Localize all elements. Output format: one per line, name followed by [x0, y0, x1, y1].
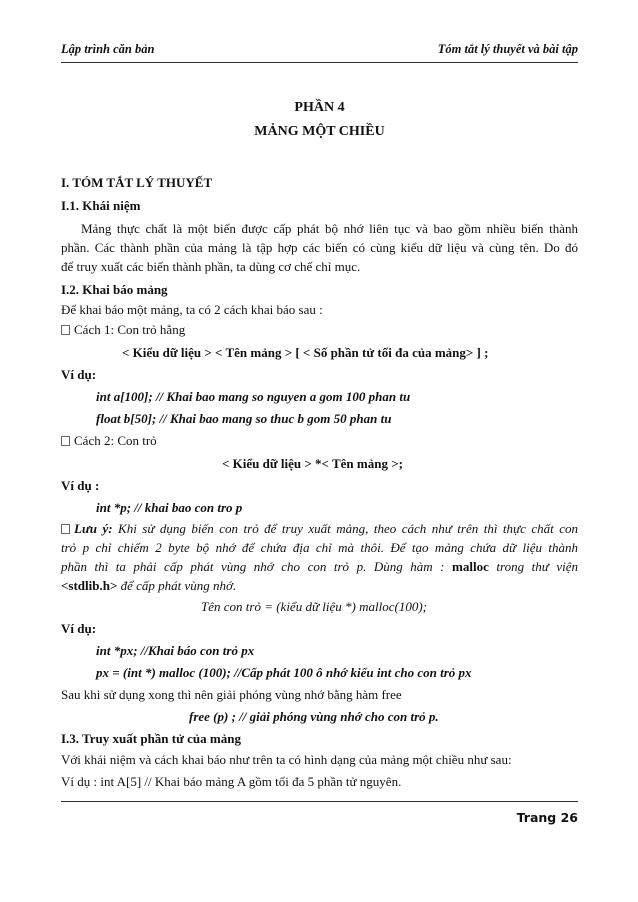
example-label-2: Ví dụ : — [61, 478, 100, 493]
chapter-title: MẢNG MỘT CHIỀU — [254, 124, 385, 139]
subsection-heading-concept: I.1. Khái niệm — [61, 198, 141, 213]
example-code-declare-px: int *px; //Khai báo con trỏ px — [96, 643, 255, 658]
concept-line-2: phần. Các thành phần của mảng là tập hợp các biến có cùng kiểu dữ liệu và cùng tên. Do đó — [61, 240, 578, 255]
access-line-2: Ví dụ : int A[5] // Khai báo mảng A gồm tối đa 5 phần tử nguyên. — [61, 774, 402, 789]
access-line-1: Với khái niệm và cách khai báo như trên ta có hình dạng của mảng một chiều như sau: — [61, 752, 512, 767]
note-line-2: trỏ p chỉ chiếm 2 byte bộ nhớ để chứa địa chỉ mà thôi. Để tạo mảng chứa dữ liệu thành — [61, 540, 578, 555]
example-code-pointer: int *p; // khai bao con tro p — [96, 500, 243, 515]
section-heading-theory: I. TÓM TẮT LÝ THUYẾT — [61, 175, 213, 190]
malloc-keyword: malloc — [452, 559, 489, 574]
example-label-3: Ví dụ: — [61, 621, 97, 636]
part-title: PHẦN 4 — [294, 100, 345, 115]
concept-line-1: Mảng thực chất là một biến được cấp phát bộ nhớ liên tục và bao gồm nhiều biến thành — [81, 221, 578, 236]
example-code-malloc-px: px = (int *) malloc (100); //Cấp phát 100 ô nhớ kiểu int cho con trỏ px — [96, 665, 472, 680]
way2-label: Cách 2: Con trỏ — [74, 433, 157, 448]
way1-item — [61, 322, 185, 338]
concept-line-3: để truy xuất các biến thành phần, ta dùng cơ chế chỉ mục. — [61, 259, 361, 274]
example-code-float-array: float b[50]; // Khai bao mang so thuc b gom 50 phan tu — [96, 411, 392, 426]
footer-rule — [61, 801, 578, 802]
syntax-const-pointer: < Kiểu dữ liệu > < Tên mảng > [ < Số phần tử tối đa của mảng> ] ; — [122, 345, 489, 360]
page-number: Trang 26 — [516, 810, 578, 825]
syntax-pointer: < Kiểu dữ liệu > *< Tên mảng >; — [222, 456, 403, 471]
example-label-1: Ví dụ: — [61, 367, 97, 382]
subsection-heading-declaration: I.2. Khai báo mảng — [61, 282, 168, 297]
example-code-int-array: int a[100]; // Khai bao mang so nguyen a gom 100 phan tu — [96, 389, 411, 404]
note-text-3a: phần thì ta phải cấp phát vùng nhớ cho con trỏ p. Dùng hàm : — [61, 559, 445, 574]
note-text-4: để cấp phát vùng nhớ. — [120, 578, 237, 593]
note-line-3 — [61, 559, 578, 575]
stdlib-header: <stdlib.h> — [61, 578, 118, 593]
free-code: free (p) ; // giải phóng vùng nhớ cho con trỏ p. — [189, 709, 439, 724]
header-rule — [61, 62, 578, 63]
header-left: Lập trình căn bản — [61, 42, 155, 56]
note-text-3b: trong thư viện — [496, 559, 579, 574]
note-text-1: Khi sử dụng biến con trỏ để truy xuất mảng, theo cách như trên thì thực chất con — [118, 521, 578, 536]
note-label: Lưu ý: — [74, 521, 113, 536]
note-line-1 — [61, 521, 578, 537]
subsection-heading-access: I.3. Truy xuất phần tử của mảng — [61, 731, 241, 746]
way2-item — [61, 433, 157, 449]
header-right: Tóm tắt lý thuyết và bài tập — [437, 42, 578, 56]
checkbox-bullet-icon — [61, 436, 70, 446]
note-line-4 — [61, 578, 236, 594]
checkbox-bullet-icon — [61, 325, 70, 335]
way1-label: Cách 1: Con trỏ hằng — [74, 322, 186, 337]
declaration-intro: Để khai báo một mảng, ta có 2 cách khai báo sau : — [61, 302, 323, 317]
checkbox-bullet-icon — [61, 524, 70, 534]
malloc-formula: Tên con trỏ = (kiểu dữ liệu *) malloc(100); — [201, 599, 427, 614]
free-text: Sau khi sử dụng xong thì nên giải phóng vùng nhớ bằng hàm free — [61, 687, 402, 702]
